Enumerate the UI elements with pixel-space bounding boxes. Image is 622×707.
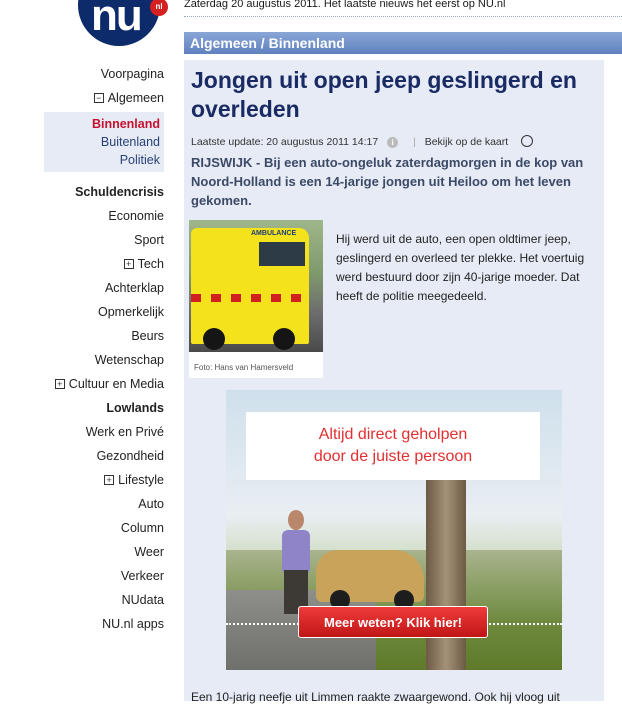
sidebar-item[interactable] [44, 396, 164, 420]
sidebar-item-label: Wetenschap [94, 353, 164, 367]
sidebar-item-label: Beurs [131, 329, 164, 343]
sidebar-item-label: Cultuur en Media [68, 377, 164, 391]
sidebar-item-label: Voorpagina [100, 67, 164, 81]
sidebar-item-label: Tech [137, 257, 164, 271]
ambulance-stripe [191, 294, 309, 302]
sidebar-item[interactable] [44, 420, 164, 444]
sidebar-item[interactable] [44, 372, 164, 396]
sidebar-item[interactable] [44, 564, 164, 588]
sidebar-item-label: Gezondheid [96, 449, 164, 463]
article-photo[interactable] [189, 220, 323, 378]
photo-caption: Foto: Hans van Hamersveld [194, 363, 294, 372]
collapse-icon[interactable]: − [94, 93, 104, 103]
ambulance-label: AMBULANCE [251, 230, 297, 237]
sidebar-item[interactable] [44, 86, 164, 110]
article-headline: Jongen uit open jeep geslingerd en overleden [191, 67, 577, 122]
sidebar-item-label: Economie [108, 209, 164, 223]
section-breadcrumb[interactable]: Algemeen / Binnenland [184, 32, 622, 54]
ad-slogan-line: door de juiste persoon [313, 448, 473, 465]
ad-tree [426, 470, 466, 670]
ambulance-window [259, 242, 305, 266]
divider [184, 16, 622, 17]
wheel-icon [273, 328, 295, 350]
sidebar-item-label: Werk en Privé [85, 425, 164, 439]
sidebar-item[interactable] [44, 516, 164, 540]
sidebar-item[interactable] [44, 180, 164, 204]
sidebar-item[interactable] [44, 540, 164, 564]
logo-badge: nl [150, 0, 168, 16]
sidebar-subitem[interactable]: Politiek [119, 153, 160, 167]
info-icon[interactable]: i [387, 137, 398, 148]
ad-cta-button[interactable]: Meer weten? Klik hier! [298, 606, 488, 638]
expand-icon[interactable]: + [104, 475, 114, 485]
sidebar-item[interactable] [44, 324, 164, 348]
sidebar-item-label: Achterklap [104, 281, 164, 295]
date-tagline: Zaterdag 20 augustus 2011. Het laatste nieuws het eerst op NU.nl [184, 0, 506, 10]
nu-logo[interactable] [78, 0, 160, 46]
sidebar-item-label: Lowlands [106, 401, 164, 415]
sidebar-subitem[interactable]: Binnenland [91, 117, 160, 131]
crosshair-icon[interactable] [521, 135, 533, 147]
sidebar-item-label: Sport [134, 233, 164, 247]
article [184, 60, 604, 704]
sidebar-item[interactable] [44, 300, 164, 324]
sidebar-item-label: Weer [134, 545, 164, 559]
sidebar-item-label: Verkeer [120, 569, 164, 583]
meta-separator: | [413, 136, 416, 148]
sidebar-item[interactable] [44, 588, 164, 612]
article-meta [191, 135, 533, 148]
expand-icon[interactable]: + [55, 379, 65, 389]
sidebar-subnav [44, 112, 164, 172]
advertisement-banner[interactable] [226, 390, 562, 670]
sidebar-item[interactable] [44, 252, 164, 276]
logo-text: nu [91, 0, 141, 40]
sidebar-nav [44, 62, 164, 636]
article-paragraph: Een 10-jarig neefje uit Limmen raakte zwaargewond. Ook hij vloog uit [191, 690, 560, 704]
ad-slogan-card [246, 412, 540, 480]
sidebar-item-label: NUdata [121, 593, 164, 607]
ad-slogan-line: Altijd direct geholpen [318, 426, 468, 443]
sidebar-item[interactable] [44, 204, 164, 228]
sidebar-item[interactable] [44, 62, 164, 86]
sidebar-item-label: Opmerkelijk [98, 305, 164, 319]
wheel-icon [203, 328, 225, 350]
sidebar-subitem[interactable]: Buitenland [100, 135, 160, 149]
map-link[interactable]: Bekijk op de kaart [424, 136, 509, 148]
sidebar-item-label: Lifestyle [118, 473, 164, 487]
sidebar-item-label: Algemeen [107, 91, 164, 105]
ambulance-image [189, 220, 323, 352]
ad-person-head [288, 510, 304, 530]
sidebar-item[interactable] [44, 276, 164, 300]
last-update: Laatste update: 20 augustus 2011 14:17 [191, 136, 379, 148]
expand-icon[interactable]: + [124, 259, 134, 269]
article-intro: RIJSWIJK - Bij een auto-ongeluk zaterdagmorgen in de kop van Noord-Holland is een 14-jarige jongen uit Heiloo om het leven gekomen. [191, 155, 584, 208]
sidebar-item-label: NU.nl apps [102, 617, 164, 631]
sidebar-item-label: Column [120, 521, 164, 535]
sidebar-item-label: Schuldencrisis [75, 185, 164, 199]
sidebar-item[interactable] [44, 444, 164, 468]
sidebar-item-label: Auto [138, 497, 164, 511]
article-paragraph: Hij werd uit de auto, een open oldtimer jeep, geslingerd en overleed ter plekke. Het voertuig werd bestuurd door zijn 40-jarige moeder. Dat heeft de politie meegedeeld. [336, 232, 585, 303]
ad-person-body [282, 530, 310, 572]
sidebar-item[interactable] [44, 612, 164, 636]
sidebar-item[interactable] [44, 468, 164, 492]
sidebar-item[interactable] [44, 492, 164, 516]
sidebar-item[interactable] [44, 348, 164, 372]
sidebar-item[interactable] [44, 228, 164, 252]
